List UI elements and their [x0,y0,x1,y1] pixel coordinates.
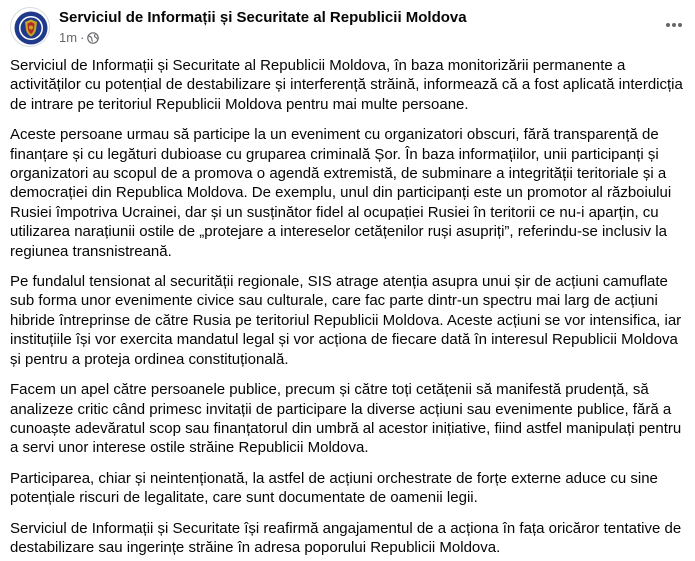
post-header [0,0,695,52]
post-paragraph: Aceste persoane urmau să participe la un eveniment cu organizatori obscuri, fără transparență de finanțare și cu legături dubioase cu gruparea criminală Șor. În baza informațiilor, unii participanți și organizatori au scopul de a promova o agendă extremistă, de subminare a integrității teritoriale și a democrației din Republica Moldova. De exemplu, unul din participanți este un promotor al războiului Rusiei împotriva Ucrainei, dar și un susținător fidel al ocupației Rusiei în teritorii ce nu-i aparțin, cu utilizarea narațiunii ostile de „protejare a intereselor cetățenilor ruși asupriți”, referindu-se inclusiv la regiunea transnistreană. [10,126,672,260]
page-avatar[interactable] [10,7,50,47]
post-paragraph: Pe fundalul tensionat al securității regionale, SIS atrage atenția asupra unui șir de acțiuni camuflate sub forma unor evenimente civice sau culturale, care fac parte dintr-un spectru mai larg de acțiuni hibride întreprinse de către Rusia pe teritoriul Republicii Moldova. Aceste acțiuni se vor intensifica, iar instituțiile își vor exercita mandatul legal și vor acționa de fiecare dată în interesul Republicii Moldova și pentru a proteja ordinea constituțională. [10,273,682,368]
post-body [10,56,690,561]
post-timestamp[interactable]: 1m [59,30,78,45]
post-paragraph: Serviciul de Informații și Securitate își reafirmă angajamentul de a acționa în fața oricăror tentative de destabilizare sau ingerințe străine în adresa poporului Republicii Moldova. [10,519,682,556]
sis-emblem-icon [11,8,50,47]
post-paragraph: Serviciul de Informații și Securitate al Republicii Moldova, în baza monitorizării permanente a activităților cu potențial de destabilizare și interferență străină, informează că a fost aplicată interdicția de intrare pe teritoriul Republicii Moldova pentru mai multe persoane. [10,57,683,113]
more-options-button[interactable] [661,12,687,38]
post-paragraph: Participarea, chiar și neintenționată, la astfel de acțiuni orchestrate de forțe externe aduce cu sine potențiale riscuri de legalitate, care sunt documentate de oamenii legii. [10,469,658,507]
page-name-link[interactable]: Serviciul de Informații și Securitate al Republicii Moldova [59,9,467,26]
post-paragraph: Facem un apel către persoanele publice, precum și către toți cetățenii să manifestă prudență, să analizeze critic când primesc invitații de participare la diverse acțiuni sau evenimente publice, fără a cunoaște adevăratul scop sau finanțatorul din umbră al acestor inițiative, fiind astfel manipulați pentru a servi unor interese ostile străine Republicii Moldova. [10,381,682,457]
more-options-icon [665,22,683,28]
globe-icon[interactable] [87,32,99,44]
post-meta [59,30,99,46]
meta-separator: · [80,30,85,45]
